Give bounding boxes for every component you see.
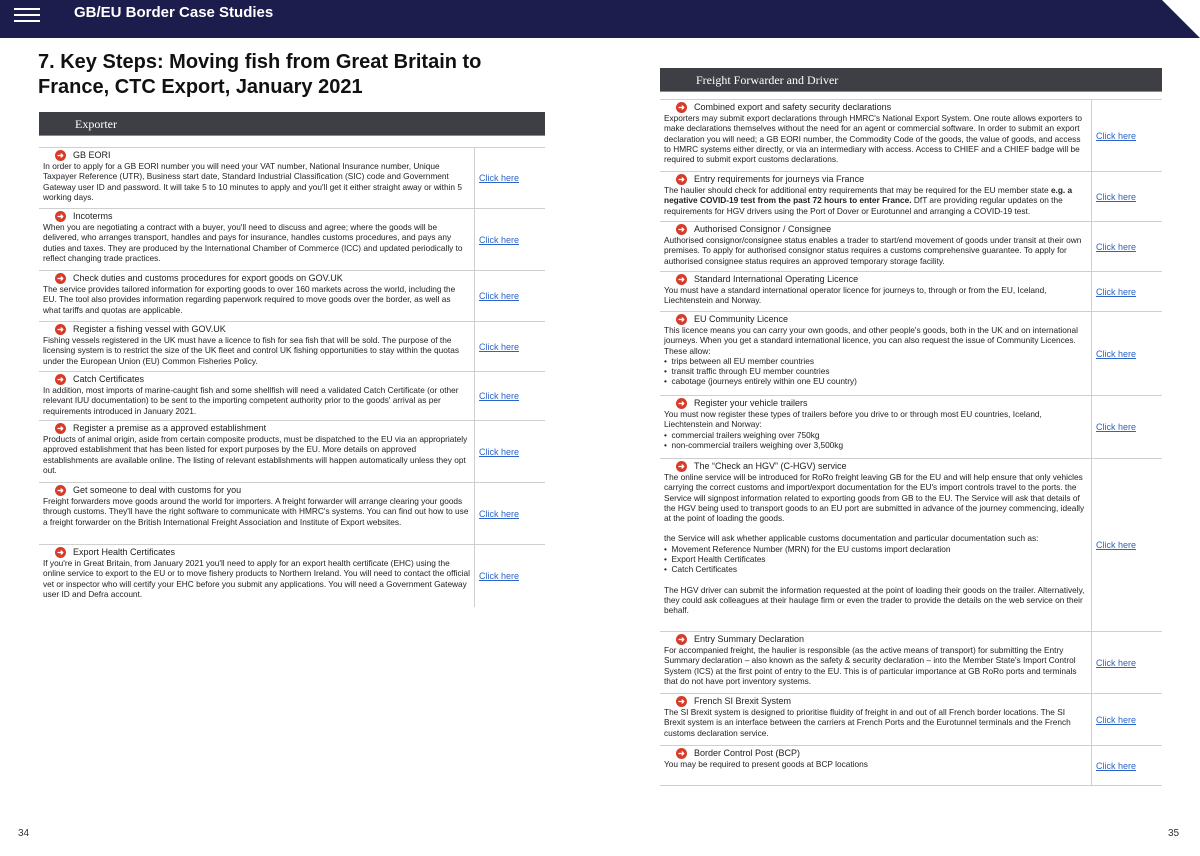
- row-body: For accompanied freight, the haulier is responsible (as the active means of transport) for submitting the Entry Summary declaration – also known as the safety & security declaration – into the Member State's Import Control System (ICS) at the first point of entry to the EU. This is of particular importance at GB RoRo ports and terminals that do not have port inventory systems.: [664, 645, 1077, 686]
- table-row: [660, 459, 1162, 632]
- section-header-forwarder: Freight Forwarder and Driver: [660, 68, 1162, 92]
- arrow-right-icon: ➜: [676, 398, 687, 409]
- arrow-right-icon: ➜: [676, 274, 687, 285]
- table-row: [660, 222, 1162, 272]
- row-title: Register a fishing vessel with GOV.UK: [73, 324, 226, 334]
- table-row: [660, 172, 1162, 222]
- row-title: Entry requirements for journeys via France: [694, 174, 865, 184]
- arrow-right-icon: ➜: [55, 547, 66, 558]
- row-body: If you're in Great Britain, from January 2021 you'll need to apply for an export health certificate (EHC) using the online service to export to the EU or to move fishery products to Northern Ireland. You will need to contact the official vet or inspector who will certify your EHC before you submit any applications. You will need a Government Gateway user ID and Defra account.: [43, 558, 470, 599]
- table-row: [39, 271, 545, 322]
- arrow-right-icon: ➜: [55, 374, 66, 385]
- click-here-link[interactable]: Click here: [479, 291, 520, 301]
- arrow-right-icon: ➜: [55, 423, 66, 434]
- table-row: [39, 322, 545, 372]
- click-here-link[interactable]: Click here: [479, 508, 520, 519]
- row-body: Authorised consignor/consignee status enables a trader to start/end movement of goods under transit at their own premises. To apply for authorised consignor status requires a customs comprehensive guarantee. To apply for authorised consignee status requires an approved temporary storage facility.: [664, 235, 1082, 266]
- table-row: [39, 545, 545, 607]
- table-row: [660, 396, 1162, 459]
- row-title: GB EORI: [73, 150, 111, 160]
- page-number-right: 35: [1168, 828, 1180, 839]
- row-title: French SI Brexit System: [694, 696, 792, 706]
- arrow-right-icon: ➜: [55, 273, 66, 284]
- click-here-link[interactable]: Click here: [1096, 286, 1137, 297]
- row-body: In order to apply for a GB EORI number you will need your VAT number, National Insurance number, Unique Taxpayer Reference (UTR), Business start date, Standard Industrial Classification (SIC) code and Government Gateway user ID and password. It will take 5 to 10 minutes to apply and you'll get it either straight away or within 5 working days.: [43, 161, 462, 202]
- row-body: In addition, most imports of marine-caught fish and some shellfish will need a validated Catch Certificate (or other relevant IUU documentation) to be sent to the importing competent authority prior to the goods' arrival as per requirements introduced in January 2021.: [43, 385, 459, 416]
- row-body: The SI Brexit system is designed to prioritise fluidity of freight in and out of all French border locations. The SI Brexit system is an interface between the carriers at French Ports and the Eurotunnel terminals and the French customs declaration service.: [664, 707, 1071, 738]
- row-title: The “Check an HGV” (C-HGV) service: [694, 461, 847, 471]
- row-title: Border Control Post (BCP): [694, 748, 801, 758]
- row-title: Check duties and customs procedures for export goods on GOV.UK: [73, 273, 343, 283]
- exporter-section: [39, 112, 545, 607]
- bullet-item: • Export Health Certificates: [664, 554, 766, 565]
- bullet-item: • transit traffic through EU member countries: [664, 366, 830, 377]
- row-title: Register your vehicle trailers: [694, 398, 808, 408]
- table-row: [39, 483, 545, 545]
- row-body: The haulier should check for additional entry requirements that may be required for the EU member state e.g. a negative COVID-19 test from the past 72 hours to enter France. DfT are providing regular updates on the requirements for HGV drivers using the Port of Dover or Eurotunnel and arranging a COVID-19 test.: [664, 185, 1073, 216]
- click-here-link[interactable]: Click here: [479, 446, 520, 457]
- hamburger-menu-icon[interactable]: [14, 4, 40, 24]
- row-title: Incoterms: [73, 211, 113, 221]
- click-here-link[interactable]: Click here: [1096, 714, 1137, 725]
- row-body: the Service will ask whether applicable customs documentation and particular documentation such as:: [664, 533, 1039, 544]
- table-row: [39, 148, 545, 209]
- arrow-right-icon: ➜: [676, 102, 687, 113]
- row-title: Standard International Operating Licence: [694, 274, 859, 284]
- click-here-link[interactable]: Click here: [479, 571, 520, 581]
- table-row: [39, 209, 545, 271]
- forwarder-section: [660, 68, 1162, 786]
- arrow-right-icon: ➜: [676, 314, 687, 325]
- bullet-item: • Catch Certificates: [664, 564, 737, 575]
- table-row: [660, 100, 1162, 172]
- arrow-right-icon: ➜: [676, 748, 687, 759]
- row-body: When you are negotiating a contract with a buyer, you'll need to discuss and agree; where the goods will be delivered, who arranges transport, handles and pays for insurance, handles customs procedures, and pays any duties and taxes. They are produced by the International Chamber of Commerce (ICC) and updated periodically to reflect changing trade practices.: [43, 222, 463, 263]
- click-here-link[interactable]: Click here: [1096, 422, 1137, 432]
- row-body: You may be required to present goods at BCP locations: [664, 759, 868, 769]
- row-body: Products of animal origin, aside from certain composite products, must be dispatched to the EU via an appropriately approved establishment that has been listed for export purposes by the EU. More details on approved establishments are available online. The listing of relevant establishments will happen automatically unless they opt out.: [43, 434, 468, 475]
- row-body: Exporters may submit export declarations through HMRC's National Export System. One route allows exporters to make declarations themselves without the need for an agent or commercial software. In order to submit an export declaration you will need; a GB EORI number, the Commodity Code of the goods, the value of goods, and access to HMRC systems either directly, or via an intermediary with access. Access to CHIEF and a CHIEF badge will be required to submit export customs declarations.: [664, 113, 1082, 165]
- table-row: [660, 746, 1162, 786]
- page-title: 7. Key Steps: Moving fish from Great Britain to France, CTC Export, January 2021: [38, 51, 482, 98]
- row-title: Entry Summary Declaration: [694, 634, 805, 644]
- table-row: [660, 312, 1162, 396]
- click-here-link[interactable]: Click here: [479, 341, 520, 352]
- row-body: Freight forwarders move goods around the world for importers. A freight forwarder will arrange clearing your goods through customs. They'll have the right software to communicate with HMRC's systems. You can find out how to use a freight forwarder on the British International Freight Association and Institute of Export websites.: [43, 496, 469, 527]
- click-here-link[interactable]: Click here: [479, 234, 520, 245]
- page-number-left: 34: [18, 828, 30, 839]
- table-row: [39, 421, 545, 483]
- corner-decoration: [1162, 0, 1200, 38]
- table-row: [660, 632, 1162, 694]
- row-title: Export Health Certificates: [73, 547, 176, 557]
- click-here-link[interactable]: Click here: [1096, 130, 1137, 141]
- arrow-right-icon: ➜: [55, 485, 66, 496]
- row-title: Register a premise as a approved establishment: [73, 423, 267, 433]
- click-here-link[interactable]: Click here: [1096, 540, 1137, 550]
- row-body: The online service will be introduced for RoRo freight leaving GB for the EU and will help ensure that only vehicles carrying the correct customs and import/export documentation for the EU's import controls travel to the ports. the Service will signpost information related to exporting goods from GB to the EU. The Service will ask that details of the HGV being used to transport goods to an EU port are submitted in advance of the journey commencing, ideally at the point of loading the goods.: [664, 472, 1085, 524]
- click-here-link[interactable]: Click here: [1096, 657, 1137, 668]
- arrow-right-icon: ➜: [676, 696, 687, 707]
- click-here-link[interactable]: Click here: [1096, 760, 1137, 771]
- row-title: Get someone to deal with customs for you: [73, 485, 242, 495]
- arrow-right-icon: ➜: [676, 174, 687, 185]
- row-body: This licence means you can carry your own goods, and other people's goods, both in the UK and on international journeys. When you get a standard international licence, you can also request the issue of Community Licences. These allow:: [664, 325, 1078, 356]
- document-title: GB/EU Border Case Studies: [74, 4, 274, 21]
- click-here-link[interactable]: Click here: [479, 173, 520, 183]
- table-row: [660, 272, 1162, 312]
- table-row: [660, 694, 1162, 746]
- click-here-link[interactable]: Click here: [1096, 191, 1137, 202]
- arrow-right-icon: ➜: [676, 461, 687, 472]
- row-body: Fishing vessels registered in the UK must have a licence to fish for sea fish that will be sold. The purpose of the licensing system is to restrict the size of the UK fleet and control UK fishing opportunities to stay within the quotas under the European Union (EU) Common Fisheries Policy.: [43, 335, 459, 366]
- row-title: EU Community Licence: [694, 314, 789, 324]
- row-title: Catch Certificates: [73, 374, 145, 384]
- bullet-item: • Movement Reference Number (MRN) for the EU customs import declaration: [664, 543, 951, 554]
- arrow-right-icon: ➜: [55, 150, 66, 161]
- row-body: You must have a standard international operator licence for journeys to, through or from the EU, Iceland, Liechtenstein and Norway.: [664, 285, 1047, 306]
- click-here-link[interactable]: Click here: [1096, 348, 1137, 359]
- row-body: The HGV driver can submit the information requested at the point of loading their goods on the trailer. Alternatively, they could ask colleagues at their haulage firm or even the trader to provide the details on the web service on their behalf.: [664, 584, 1085, 616]
- row-title: Combined export and safety security declarations: [694, 102, 892, 112]
- arrow-right-icon: ➜: [55, 324, 66, 335]
- bullet-item: • commercial trailers weighing over 750kg: [664, 429, 820, 440]
- arrow-right-icon: ➜: [676, 224, 687, 235]
- section-header-exporter: Exporter: [39, 112, 545, 136]
- click-here-link[interactable]: Click here: [1096, 241, 1137, 252]
- row-body: You must now register these types of trailers before you drive to or through most EU countries, Iceland, Liechtenstein and Norway:: [664, 409, 1042, 430]
- click-here-link[interactable]: Click here: [479, 391, 520, 401]
- arrow-right-icon: ➜: [676, 634, 687, 645]
- row-body: The service provides tailored information for exporting goods to over 160 markets across the world, including the EU. The tool also provides information regarding paperwork required to move goods over the border, as well as what tariffs and quotas are applicable.: [43, 284, 456, 315]
- top-bar: [0, 0, 1200, 38]
- arrow-right-icon: ➜: [55, 211, 66, 222]
- row-title: Authorised Consignor / Consignee: [694, 224, 832, 234]
- bullet-item: • cabotage (journeys entirely within one EU country): [664, 376, 857, 387]
- bullet-item: • non-commercial trailers weighing over 3,500kg: [664, 439, 844, 450]
- bullet-item: • trips between all EU member countries: [664, 355, 815, 366]
- table-row: [39, 372, 545, 421]
